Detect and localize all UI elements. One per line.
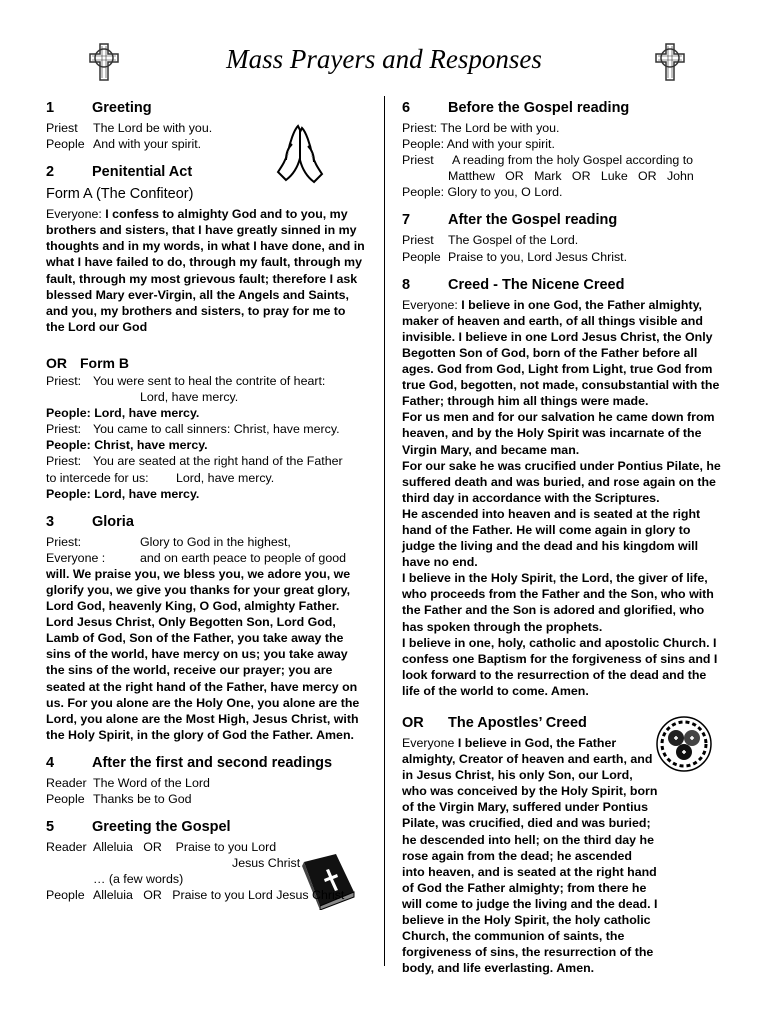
section-after-readings [46,753,366,807]
speaker-label: Reader [46,775,87,790]
section-title: After the Gospel reading [448,212,618,229]
prayer-line: Lord, have mercy. [140,390,239,405]
prayer-line: The Word of the Lord [93,775,210,790]
section-number: 2 [46,164,55,181]
prayer-line: Alleluia OR Praise to you Lord [93,840,277,855]
right-column [402,98,722,986]
response-line: People: And with your spirit. [402,137,555,152]
celtic-cross-icon [84,42,124,82]
speaker-label: Priest: [46,454,82,469]
response-line: Lord, have mercy. [94,406,200,421]
speaker-label: People: [46,406,91,421]
creed-paragraph: For us men and for our salvation he came down from heaven, and by the Holy Spirit was incarnate of the Virgin Mary, and became man. [402,410,715,457]
section-greeting [46,98,366,152]
speaker-label: Everyone [402,736,455,750]
creed-paragraph: For our sake he was crucified under Pontius Pilate, he suffered death and was buried, and rose again on the third day in accordance with the Scriptures. [402,458,721,505]
speaker-label: Reader [46,840,87,855]
celtic-cross-icon [650,42,690,82]
section-number: 5 [46,819,55,836]
section-greeting-gospel [46,817,366,903]
speaker-label: People [46,137,85,152]
section-apostles-creed [402,713,722,976]
speaker-label: Everyone: [402,297,458,312]
section-gloria [46,512,366,743]
prayer-line: Glory to God in the highest, [140,534,291,549]
prayer-line: Lord, have mercy. [176,470,275,485]
prayer-line: You were sent to heal the contrite of heart: [93,373,326,388]
response-line: Thanks be to God [93,792,192,806]
speaker-label: Priest [402,153,434,168]
section-nicene-creed [402,275,722,699]
response-line: Praise to you, Lord Jesus Christ. [448,249,628,264]
section-number: 1 [46,100,55,116]
response-line: Alleluia OR Praise to you Lord Jesus Christ [93,888,345,903]
section-number: 3 [46,513,55,530]
left-column [46,98,366,913]
creed-paragraph: I believe in the Holy Spirit, the Lord, the giver of life, who proceeds from the Father and the Son, who with the Father and the Son is adored and glorified, who has spoken through the prophets. [402,571,714,634]
section-penitential-act [46,162,366,502]
section-number: 4 [46,754,55,771]
speaker-label: People [46,888,85,903]
section-title: Before the Gospel reading [448,100,630,116]
speaker-label: Priest: [46,373,82,388]
creed-paragraph [402,297,722,410]
prayer-line: Matthew OR Mark OR Luke OR John [448,169,694,184]
section-title: Penitential Act [92,164,193,181]
page-title: Mass Prayers and Responses [226,44,542,74]
speaker-label: People [46,792,85,806]
section-number: 6 [402,100,411,116]
speaker-label: People [402,249,441,264]
creed-paragraph: He ascended into heaven and is seated at the right hand of the Father. He will come again in glory to judge the living and the dead and his kingdom will have no end. [402,506,701,570]
prayer-line: Priest: The Lord be with you. [402,121,560,135]
section-after-gospel [402,210,722,264]
response-line: And with your spirit. [93,137,202,152]
creed-text: I believe in one God, the Father almighty, maker of heaven and earth, of all things visible and invisible. I believe in one Lord Jesus Christ, the Only Begotten Son of God, born of the Father before all ages. God from God, Light from Light, true God from true God, begotten, not made, consubstantial with the Father; through him all things were made. [402,297,720,409]
prayer-line: You came to call sinners: Christ, have mercy. [93,422,340,437]
speaker-label: People: [46,486,91,501]
confiteor-text [46,206,366,335]
speaker-label: Everyone: [46,207,102,222]
section-number: 7 [402,212,411,229]
gloria-text: will. We praise you, we bless you, we adore you, we glorify you, we give you thanks for your great glory, Lord God, heavenly King, O God, almighty Father. Lord Jesus Christ, Only Begotten Son, Lord God, Lamb of God, Son of the Father, you take away the sins of the world, have mercy on us; you take away the sins of the world, receive our prayer; you are seated at the right hand of the Father, have mercy on us. For you alone are the Holy One, you alone are the Lord, you alone are the Most High, Jesus Christ, with the Holy Spirit, in the glory of God the Father. Amen. [46,566,360,742]
prayer-line: Jesus Christ [232,856,301,871]
section-title: Greeting [92,100,152,116]
section-number: 8 [402,276,411,293]
or-label: OR [402,715,424,731]
prayer-line: The Gospel of the Lord. [448,233,579,248]
speaker-label: Everyone : [46,550,106,565]
creed-paragraph: I believe in one, holy, catholic and apostolic Church. I confess one Baptism for the forgiveness of sins and I look forward to the resurrection of the dead and the life of the world to come. Amen. [402,635,718,698]
response-line: People: Glory to you, O Lord. [402,185,563,200]
prayer-line: The Lord be with you. [93,121,213,135]
prayer-line: … (a few words) [93,872,184,887]
prayer-line: to intercede for us: [46,470,149,485]
section-title: Creed - The Nicene Creed [448,276,625,293]
prayer-text: I confess to almighty God and to you, my brothers and sisters, that I have greatly sinned in my thoughts and in my words, in what I have done, and in what I have failed to do, through my fault, through my fault, through my most grievous fault; therefore I ask blessed Mary ever-Virgin, all the Angels and Saints, and you, my brothers and sisters, to pray for me to the Lord our God [46,207,365,334]
speaker-label: Priest [402,233,434,248]
speaker-label: Priest: [46,534,82,549]
section-title: Gloria [92,513,134,530]
response-line: Christ, have mercy. [94,438,208,453]
speaker-label: Priest [46,121,78,135]
section-title: After the first and second readings [92,754,333,771]
response-line: Lord, have mercy. [94,486,200,501]
creed-paragraph [402,735,722,976]
prayer-line: A reading from the holy Gospel according to [452,153,694,168]
speaker-label: People: [46,438,91,453]
speaker-label: Priest: [46,422,82,437]
prayer-line: and on earth peace to people of good [140,550,346,565]
section-title: Greeting the Gospel [92,819,231,836]
section-title: The Apostles’ Creed [448,715,587,731]
form-b-title: Form B [80,354,129,371]
prayer-line: You are seated at the right hand of the Father [93,454,343,469]
section-before-gospel [402,98,722,200]
form-a-title: Form A (The Confiteor) [46,186,194,203]
creed-text: I believe in God, the Father almighty, Creator of heaven and earth, and in Jesus Christ, his only Son, our Lord, who was conceived by the Holy Spirit, born of the Virgin Mary, suffered under Pontius Pilate, was crucified, died and was buried; he descended into hell; on the third day he rose again from the dead; he ascended into heaven, and is seated at the right hand of God the Father almighty; from there he will come to judge the living and the dead. I believe in the Holy Spirit, the holy catholic Church, the communion of saints, the forgiveness of sins, the resurrection of the body, and life everlasting. Amen. [402,736,658,976]
or-label: OR [46,354,67,371]
column-divider [384,96,385,966]
